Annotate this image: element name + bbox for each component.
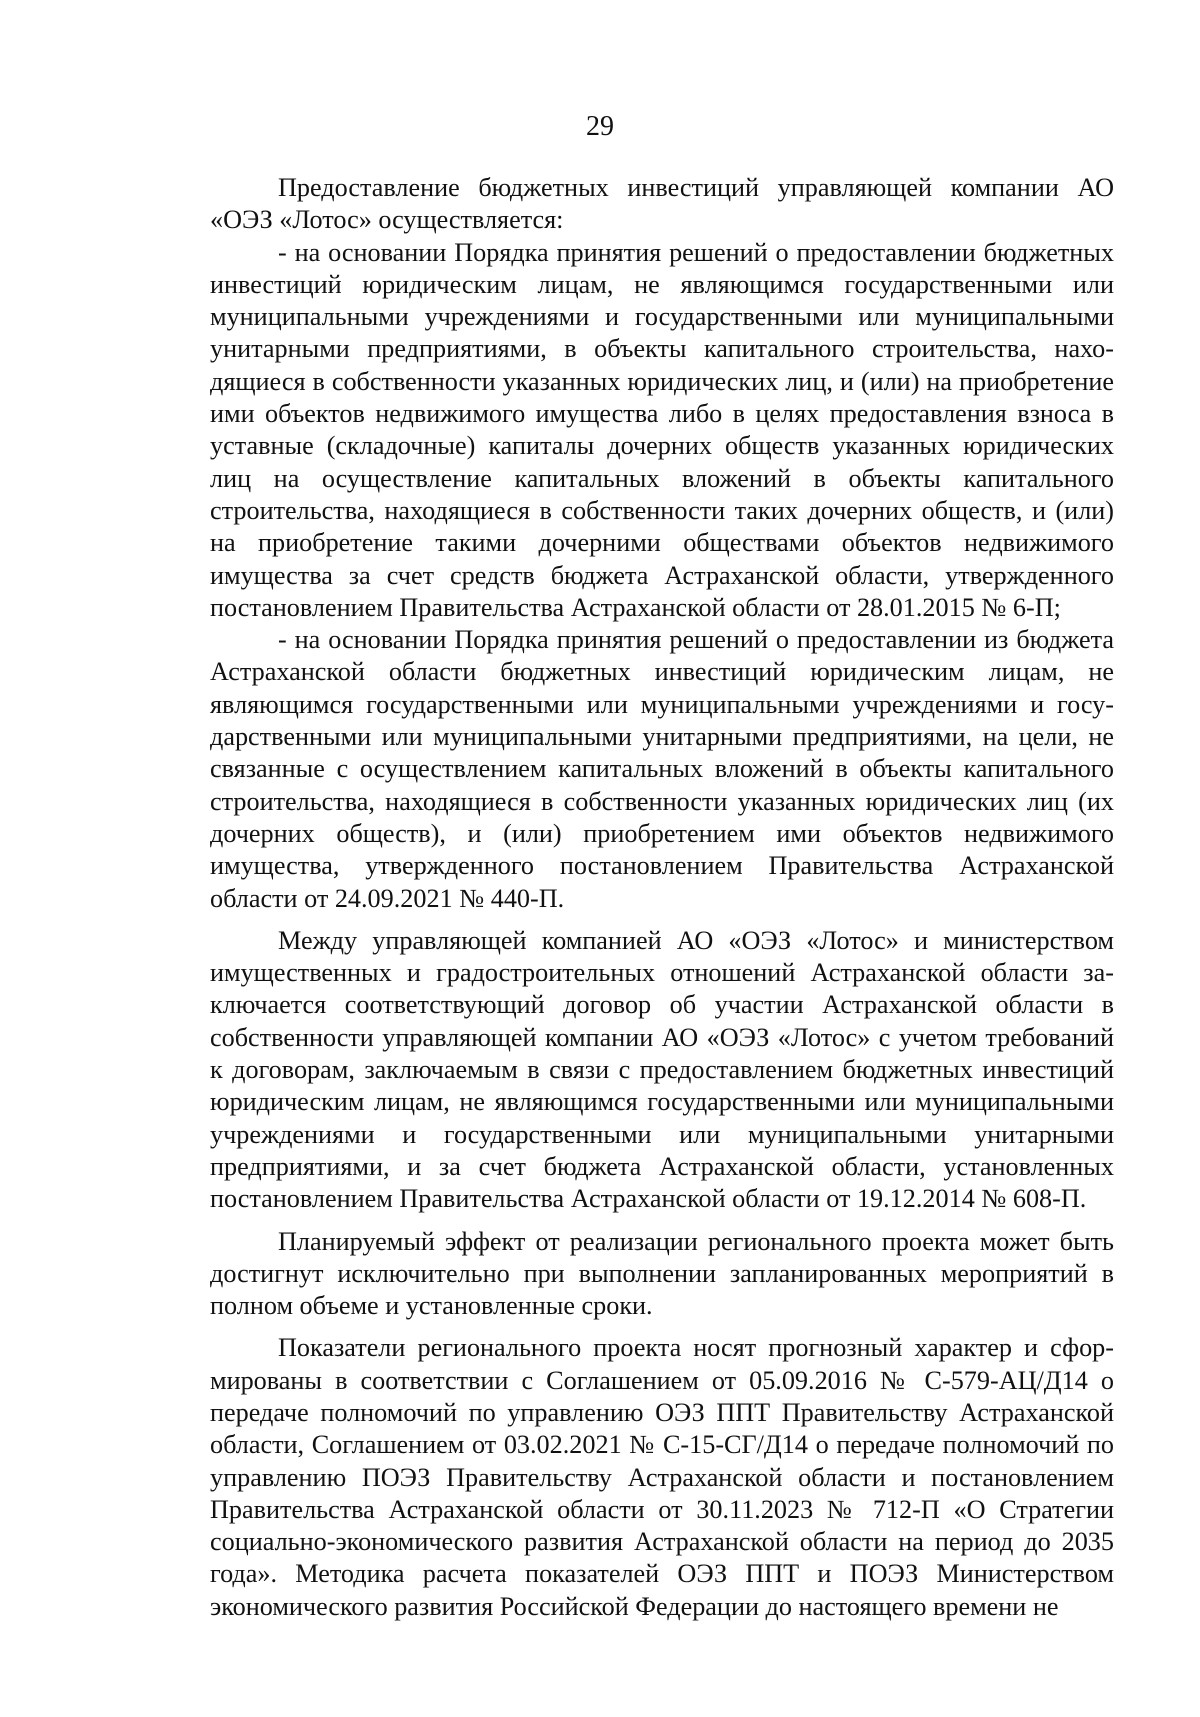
- paragraph-order-2021: - на основании Порядка принятия решений о предоставлении из бюджета Астраханской области бюджетных инвестиций юридическим лицам, не являющимся государственными или муниципальными учреждениями и государственными или муниципальными унитарными предприятиями, на цели, не связанные с осуществлением капитальных вложений в объекты капитального строительства, находящиеся в собственности указанных юридических лиц (их дочерних обществ), и (или) приобретением ими объектов недвижимого имущества, утвержденного постановлением Правительства Астраханской области от 24.09.2021 № 440-П.: [210, 625, 1114, 913]
- paragraph-intro: Предоставление бюджетных инвестиций управляющей компании АО «ОЭЗ «Лотос» осуществляется:: [210, 173, 1114, 235]
- paragraph-indicators: Показатели регионального проекта носят прогнозный характер и сформированы в соответствии с Соглашением от 05.09.2016 № С-579-АЦ/Д14 о передаче полномочий по управлению ОЭЗ ППТ Правительству Астраханской области, Соглашением от 03.02.2021 № С-15-СГ/Д14 о передаче полномочий по управлению ПОЭЗ Правительству Астраханской области и постановлением Правительства Астраханской области от 30.11.2023 № 712-П «О Стратегии социально-экономического развития Астраханской области на период до 2035 года». Методика расчета показателей ОЭЗ ППТ и ПОЭЗ Министерством экономического развития Российской Федерации до настоящего времени не: [210, 1333, 1114, 1621]
- paragraph-effect: Планируемый эффект от реализации регионального проекта может быть достигнут исключительно при выполнении запланированных мероприятий в полном объеме и установленные сроки.: [210, 1226, 1114, 1321]
- page-number: 29: [586, 111, 614, 142]
- paragraph-order-2015: - на основании Порядка принятия решений о предоставлении бюджетных инвестиций юридическим лицам, не являющимся государственными или муниципальными учреждениями и государственными или муниципальными унитарными предприятиями, в объекты капитального строительства, находящиеся в собственности указанных юридических лиц, и (или) на приобретение ими объектов недвижимого имущества либо в целях предоставления взноса в уставные (складочные) капиталы дочерних обществ указанных юридических лиц на осуществление капитальных вложений в объекты капитального строительства, находящиеся в собственности таких дочерних обществ, и (или) на приобретение такими дочерними обществами объектов недвижимого имущества за счет средств бюджета Астраханской области, утвержденного постановлением Правительства Астраханской области от 28.01.2015 № 6-П;: [210, 237, 1114, 622]
- paragraph-agreement: Между управляющей компанией АО «ОЭЗ «Лотос» и министерством имущественных и градостроительных отношений Астраханской области заключается соответствующий договор об участии Астраханской области в собственности управляющей компании АО «ОЭЗ «Лотос» с учетом требований к договорам, заключаемым в связи с предоставлением бюджетных инвестиций юридическим лицам, не являющимся государственными или муниципальными учреждениями и государственными или муниципальными унитарными предприятиями, и за счет бюджета Астраханской области, установленных постановлением Правительства Астраханской области от 19.12.2014 № 608-П.: [210, 925, 1114, 1214]
- body-text: [210, 172, 1114, 1623]
